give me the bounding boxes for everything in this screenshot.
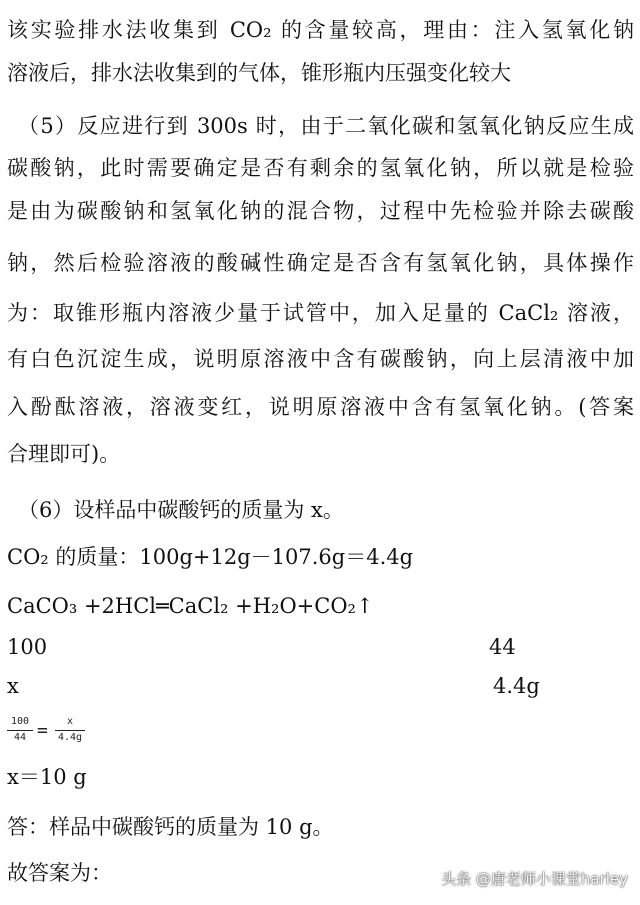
text-line-9: 入酚酞溶液，溶液变红，说明原溶液中含有氢氧化钠。(答案 [7,395,634,419]
fraction-equals: = [37,720,48,741]
text-line-5: 是由为碳酸钠和氢氧化钠的混合物，过程中先检验并除去碳酸 [7,199,634,223]
text-line-2: 溶液后，排水法收集到的气体，锥形瓶内压强变化较大 [7,61,511,85]
text-line-3: （5）反应进行到 300s 时，由于二氧化碳和氢氧化钠反应生成 [18,114,634,138]
text-line-6: 钠，然后检验溶液的酸碱性确定是否含有氢氧化钠，具体操作 [7,251,634,275]
ratio-row-1-left: 100 [7,635,48,659]
text-line-10: 合理即可)。 [7,442,121,466]
ratio-row-1-right: 44 [489,635,516,659]
text-line-7: 为：取锥形瓶内溶液少量于试管中，加入足量的 CaCl₂ 溶液， [7,301,634,325]
fraction-left-numerator: 100 [10,716,30,727]
text-line-1: 该实验排水法收集到 CO₂ 的含量较高，理由：注入氢氧化钠 [7,18,634,42]
text-line-result: x＝10 g [7,765,87,789]
watermark: 头条 @唐老师小课堂harley [441,870,628,888]
text-line-answer: 答：样品中碳酸钙的质量为 10 g。 [7,815,334,839]
text-line-12: CO₂ 的质量：100g+12g－107.6g＝4.4g [7,545,414,569]
fraction-left-bar [7,730,33,731]
text-line-4: 碳酸钠，此时需要确定是否有剩余的氢氧化钠，所以就是检验 [7,156,634,180]
ratio-row-1 [7,632,634,662]
ratio-row-2 [7,671,634,701]
fraction-right-numerator: x [66,716,74,727]
text-line-8: 有白色沉淀生成，说明原溶液中含有碳酸钠，向上层清液中加 [7,347,634,371]
ratio-row-2-left: x [7,674,19,698]
equation-line: CaCO₃ +2HCl═CaCl₂ +H₂O+CO₂↑ [7,594,374,618]
text-line-final: 故答案为： [7,861,112,885]
ratio-row-2-right: 4.4g [493,674,540,698]
fraction-right-denominator: 4.4g [57,732,83,743]
text-line-11: （6）设样品中碳酸钙的质量为 x。 [18,498,344,522]
fraction-right-bar [55,730,85,731]
fraction-left-denominator: 44 [13,732,27,743]
